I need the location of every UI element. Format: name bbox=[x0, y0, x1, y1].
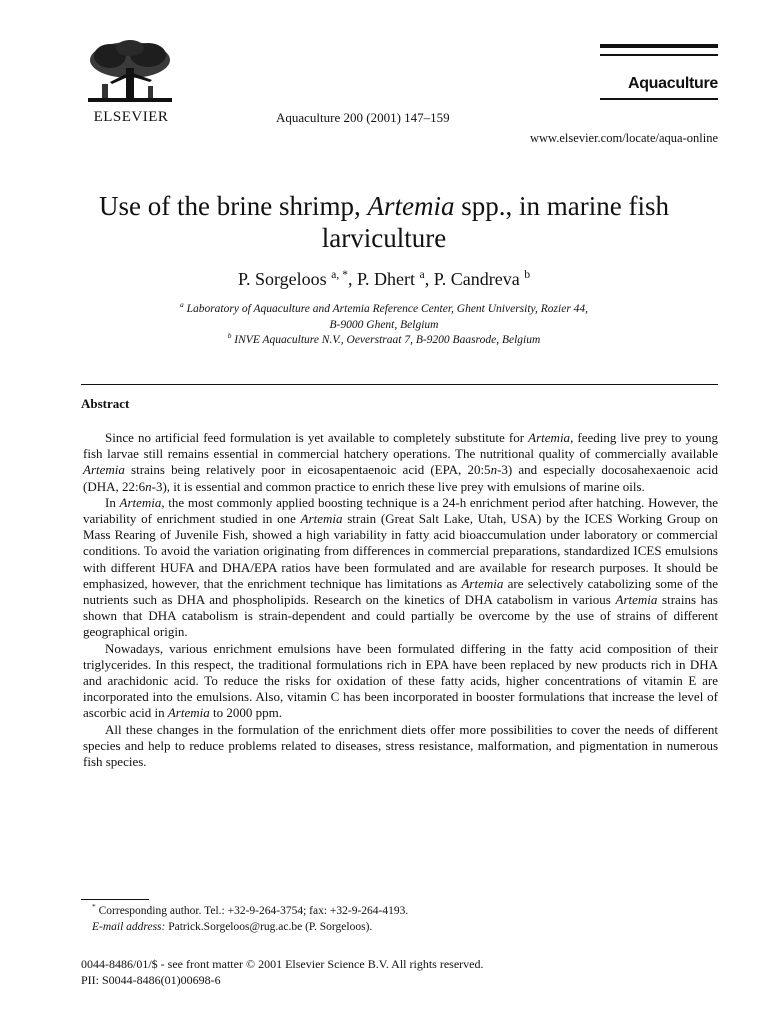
affiliations bbox=[60, 302, 708, 349]
abstract-paragraph bbox=[83, 641, 718, 722]
affiliation-b bbox=[60, 333, 708, 349]
footnote-rule bbox=[81, 899, 149, 900]
abstract-body bbox=[83, 430, 718, 770]
abstract-text: the most commonly applied boosting technique is a 24-h enrichment period after hatching. However, the variability of enrichment studied in one bbox=[83, 494, 718, 527]
abstract-text: -3) and especially docosahexaenoic acid (DHA, 22:6 bbox=[83, 462, 718, 494]
masthead-rule bbox=[600, 54, 718, 56]
italic-term: Artemia bbox=[300, 511, 343, 527]
italic-term: Artemia bbox=[83, 462, 125, 478]
italic-term: Artemia bbox=[461, 575, 504, 591]
elsevier-tree-logo bbox=[80, 38, 180, 108]
abstract-paragraph bbox=[83, 722, 718, 771]
abstract-text: strains has shown that DHA catabolism is strain-dependent and could partially be overcome by the use of strains of different geographical origin. bbox=[83, 592, 718, 640]
email-label: E-mail address: bbox=[92, 920, 166, 933]
affiliation-a-line2: B-9000 Ghent, Belgium bbox=[329, 318, 439, 331]
email-note bbox=[92, 920, 712, 936]
author-name: P. Candreva bbox=[433, 269, 520, 289]
author-mark: a, * bbox=[331, 268, 349, 281]
italic-term: n bbox=[145, 478, 152, 494]
abstract-paragraph bbox=[83, 495, 718, 641]
italic-term: Artemia bbox=[528, 430, 571, 445]
footnotes bbox=[92, 904, 712, 935]
affiliation-mark: b bbox=[227, 331, 232, 341]
author-separator: , bbox=[348, 269, 358, 289]
abstract-text: Since no artificial feed formulation is yet available to completely substitute for bbox=[105, 430, 529, 445]
journal-brand: Aquaculture bbox=[627, 75, 718, 92]
abstract-text: In bbox=[105, 494, 120, 510]
affiliation-a bbox=[60, 302, 708, 318]
abstract-text: Nowadays, various enrichment emulsions have been formulated differing in the fatty acid composition of their triglycerides. In this respect, the traditional formulations rich in EPA have been replaced by new products rich in DHA and arachidonic acid. To reduce the risks for oxidation of these fatty acids, higher concentrations of vitamin E are incorporated into the emulsions. Also, vitamin C has been incorporated in booster formulations that increase the level of ascorbic acid in bbox=[83, 640, 718, 721]
footnote-mark: * bbox=[92, 902, 96, 912]
author-mark: b bbox=[524, 268, 531, 281]
italic-term: n bbox=[490, 462, 498, 478]
abstract-text: are selectively catabolizing some of the nutrients such as DHA and phospholipids. Research on the kinetics of DHA catabolism in various bbox=[83, 575, 718, 608]
italic-term: Artemia bbox=[615, 592, 658, 608]
pii-line: PII: S0044-8486(01)00698-6 bbox=[81, 973, 221, 987]
corresponding-author-text: Corresponding author. Tel.: +32-9-264-3754; fax: +32-9-264-4193. bbox=[98, 905, 409, 917]
affiliation-text: Laboratory of Aquaculture and Artemia Reference Center, Ghent University, Rozier 44, bbox=[186, 303, 589, 315]
abstract-paragraph bbox=[83, 430, 718, 495]
author-list bbox=[60, 269, 708, 290]
abstract-text: strains being relatively poor in eicosapentaenoic acid (EPA, 20:5 bbox=[124, 462, 491, 478]
title-part: Use of the brine shrimp, bbox=[99, 191, 368, 221]
publisher-name: ELSEVIER bbox=[93, 109, 169, 125]
section-rule bbox=[81, 384, 718, 385]
title-part: spp., in marine fish larviculture bbox=[321, 191, 669, 253]
italic-term: Artemia, bbox=[119, 494, 165, 510]
journal-url[interactable]: www.elsevier.com/locate/aqua-online bbox=[529, 131, 718, 145]
copyright-line: 0044-8486/01/$ - see front matter © 2001 Elsevier Science B.V. All rights reserved. bbox=[81, 957, 484, 971]
title-part: Artemia bbox=[367, 191, 455, 221]
affiliation-mark: a bbox=[179, 300, 184, 310]
corresponding-author-note bbox=[92, 904, 712, 920]
copyright-block bbox=[81, 956, 721, 988]
abstract-text: All these changes in the formulation of the enrichment diets offer more possibilities to cover the needs of different species and help to reduce problems related to diseases, stress resistance, malformation, and pigmentation in numerous fish species. bbox=[83, 721, 718, 770]
abstract-text: strain (Great Salt Lake, Utah, USA) by the ICES Working Group on Mass Rearing of Juvenile Fish, showed a high variability in fatty acid bioaccumulation under laboratory or commercial conditions. To avoid the variation originating from differences in commercial preparations, standardized ICES emulsions with different HUFA and DHA/EPA ratios have been formulated and are available for research purposes. It should be emphasized, however, that the enrichment technique has limitations as bbox=[83, 511, 718, 591]
abstract-text: , feeding live prey to young fish larvae still remains essential in commercial hatchery operations. The nutritional quality of commercially available bbox=[83, 430, 718, 462]
abstract-heading: Abstract bbox=[81, 396, 130, 411]
author-mark: a bbox=[419, 268, 425, 281]
italic-term: Artemia bbox=[167, 705, 210, 721]
author-name: P. Dhert bbox=[357, 269, 416, 289]
email-address[interactable]: Patrick.Sorgeloos@rug.ac.be (P. Sorgeloos). bbox=[168, 920, 373, 933]
article-title bbox=[60, 190, 708, 254]
masthead-rule bbox=[600, 98, 718, 100]
journal-citation: Aquaculture 200 (2001) 147–159 bbox=[276, 110, 450, 125]
abstract-text: -3), it is essential and common practice to enrich these live prey with emulsions of marine oils. bbox=[151, 478, 645, 494]
abstract-text: to 2000 ppm. bbox=[209, 705, 282, 721]
author-separator: , bbox=[424, 269, 434, 289]
author-name: P. Sorgeloos bbox=[237, 269, 327, 289]
affiliation-text: INVE Aquaculture N.V., Oeverstraat 7, B-9200 Baasrode, Belgium bbox=[234, 334, 541, 346]
masthead-rule bbox=[600, 44, 718, 48]
